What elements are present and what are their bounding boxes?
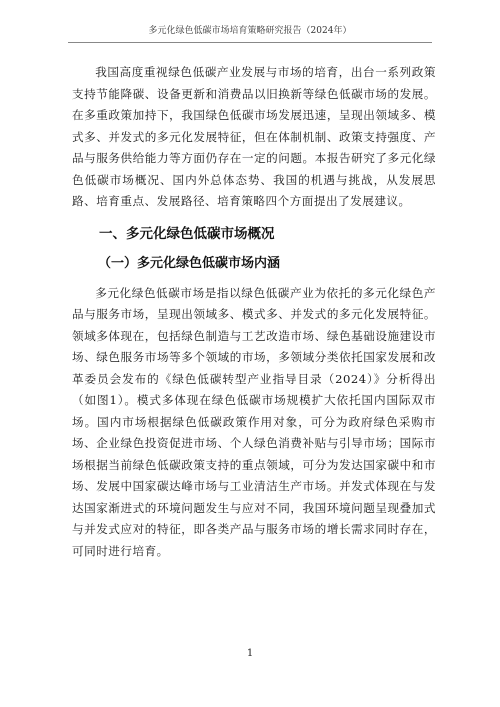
section-heading: 一、多元化绿色低碳市场概况: [99, 225, 275, 242]
body-paragraph: 多元化绿色低碳市场是指以绿色低碳产业为依托的多元化绿色产品与服务市场，呈现出领域多、模式多、并发式的多元化发展特征。领域多体现在，包括绿色制造与工艺改造市场、绿色基础设施建设市场、绿色服务市场等多个领域的市场，多领域分类依托国家发展和改革委员会发布的《绿色低碳转型产业指导目录（2024）》分析得出（如图1）。模式多体现在绿色低碳市场规模扩大依托国内国际双市场。国内市场根据绿色低碳政策作用对象，可分为政府绿色采购市场、企业绿色投资促进市场、个人绿色消费补贴与引导市场；国际市场根据当前绿色低碳政策支持的重点领域，可分为发达国家碳中和市场、发展中国家碳达峰市场与工业清洁生产市场。并发式体现在与发达国家渐进式的环境问题发生与应对不同，我国环境问题呈现叠加式与并发式应对的特征，即各类产品与服务市场的增长需求同时存在，可同时进行培育。: [72, 285, 436, 558]
page-content: [72, 62, 436, 562]
page-number: 1: [246, 648, 254, 659]
subsection-heading: （一）多元化绿色低碳市场内涵: [98, 255, 281, 271]
page-header: 多元化绿色低碳市场培育策略研究报告（2024年）: [68, 20, 432, 43]
intro-paragraph: 我国高度重视绿色低碳产业发展与市场的培育，出台一系列政策支持节能降碳、设备更新和消费品以旧换新等绿色低碳市场的发展。在多重政策加持下，我国绿色低碳市场发展迅速，呈现出领域多、模式多、并发式的多元化发展特征，但在体制机制、政策支持强度、产品与服务供给能力等方面仍存在一定的问题。本报告研究了多元化绿色低碳市场概况、国内外总体态势、我国的机遇与挑战，从发展思路、培育重点、发展路径、培育策略四个方面提出了发展建议。: [72, 65, 436, 208]
